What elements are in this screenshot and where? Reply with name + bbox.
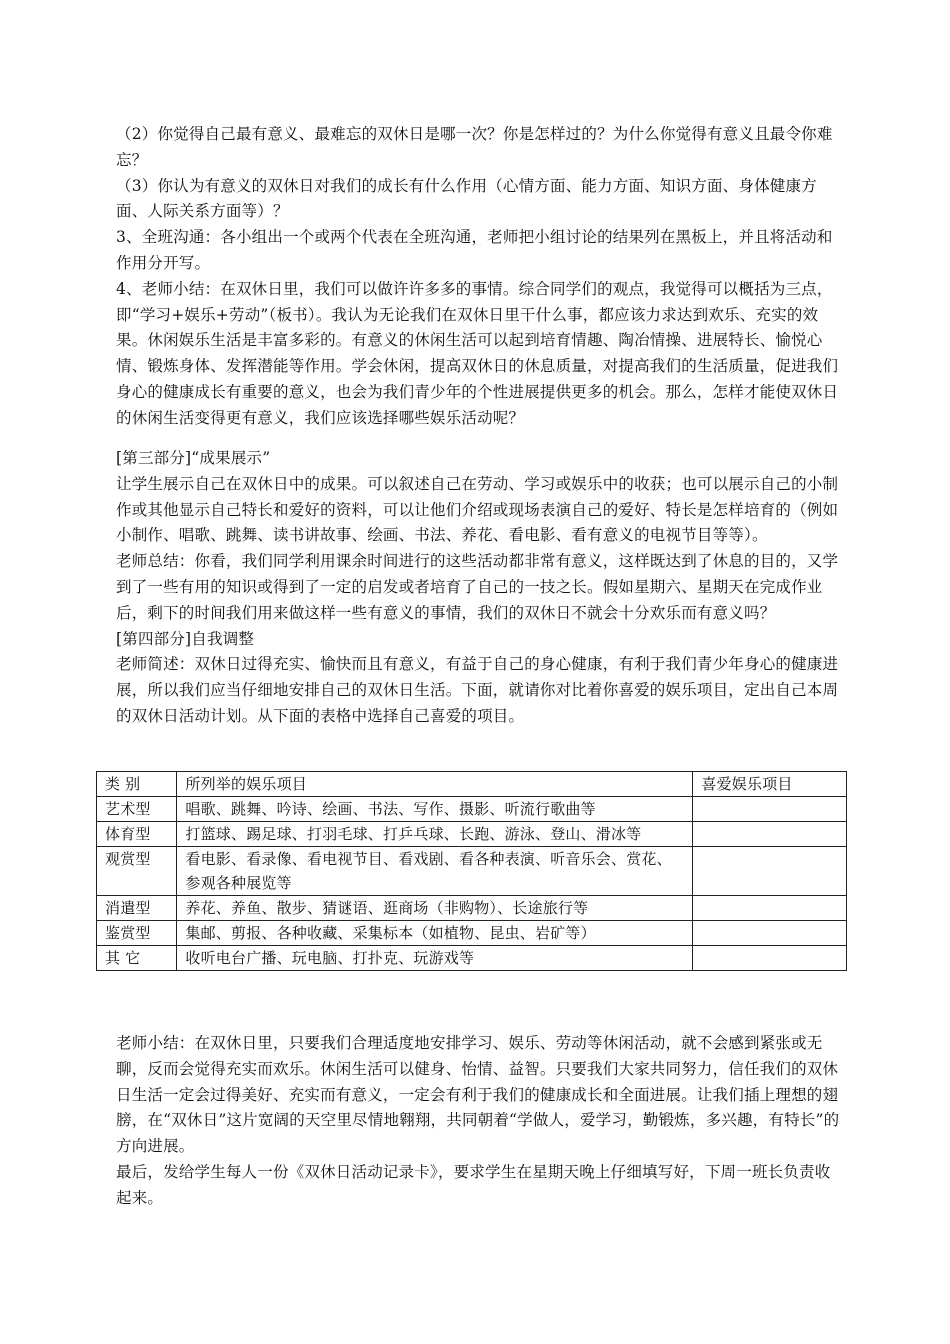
- teacher-final-summary: 老师小结：在双休日里，只要我们合理适度地安排学习、娱乐、劳动等休闲活动，就不会感到紧张或无聊，反而会觉得充实而欢乐。休闲生活可以健身、怡情、益智。只要我们大家共同努力，信任我们的双休日生活一定会过得美好、充实而有意义，一定会有利于我们的健康成长和全面进展。让我们插上理想的翅膀，在“双休日”这片宽阔的天空里尽情地翱翔，共同朝着“学做人，爱学习，勤锻炼，多兴趣，有特长”的方向进展。: [116, 1034, 840, 1156]
- row-items: 唱歌、跳舞、吟诗、绘画、书法、写作、摄影、听流行歌曲等: [177, 797, 693, 822]
- row-category: 鉴赏型: [97, 921, 177, 946]
- record-card-instruction: 最后，发给学生每人一份《双休日活动记录卡》，要求学生在星期天晚上仔细填写好，下周一班长负责收起来。: [116, 1162, 831, 1207]
- part-four-heading: [第四部分]自我调整: [116, 629, 255, 648]
- row-favorite: [693, 946, 847, 971]
- row-category: 艺术型: [97, 797, 177, 822]
- row-favorite: [693, 797, 847, 822]
- header-category: 类 别: [97, 772, 177, 797]
- table-header-row: [97, 772, 847, 797]
- row-favorite: [693, 921, 847, 946]
- table-row: [97, 946, 847, 971]
- row-items: 集邮、剪报、各种收藏、采集标本（如植物、昆虫、岩矿等）: [177, 921, 693, 946]
- table-row: [97, 921, 847, 946]
- teacher-summary-paragraph: 4、老师小结：在双休日里，我们可以做许许多多的事情。综合同学们的观点，我觉得可以概括为三点，即“学习+娱乐+劳动”（板书）。我认为无论我们在双休日里干什么事，都应该力求达到欢乐、充实的效果。休闲娱乐生活是丰富多彩的。有意义的休闲生活可以起到培育情趣、陶冶情操、进展特长、愉悦心情、锻炼身体、发挥潜能等作用。学会休闲，提高双休日的休息质量，对提高我们的生活质量，促进我们身心的健康成长有重要的意义，也会为我们青少年的个性进展提供更多的机会。那么，怎样才能使双休日的休闲生活变得更有意义，我们应该选择哪些娱乐活动呢？: [116, 279, 839, 427]
- intro-section: [116, 122, 846, 432]
- row-items: 养花、养鱼、散步、猜谜语、逛商场（非购物）、长途旅行等: [177, 896, 693, 921]
- results-section: [116, 446, 846, 730]
- row-favorite: [693, 847, 847, 896]
- table-row: [97, 822, 847, 847]
- teacher-brief-paragraph: 老师简述：双休日过得充实、愉快而且有意义，有益于自己的身心健康，有利于我们青少年身心的健康进展，所以我们应当仔细地安排自己的双休日生活。下面，就请你对比着你喜爱的娱乐项目，定出自己本周的双休日活动计划。从下面的表格中选择自己喜爱的项目。: [116, 655, 839, 725]
- results-paragraph: 让学生展示自己在双休日中的成果。可以叙述自己在劳动、学习或娱乐中的收获；也可以展示自己的小制作或其他显示自己特长和爱好的资料，可以让他们介绍或现场表演自己的爱好、特长是怎样培育的（例如小制作、唱歌、跳舞、读书讲故事、绘画、书法、养花、看电影、看有意义的电视节目等等）。: [116, 474, 839, 545]
- table-row: [97, 896, 847, 921]
- row-category: 消遣型: [97, 896, 177, 921]
- row-favorite: [693, 822, 847, 847]
- table-row: [97, 847, 847, 896]
- entertainment-table: [96, 771, 847, 971]
- closing-section: [116, 1031, 846, 1212]
- class-communication-paragraph: 3、全班沟通：各小组出一个或两个代表在全班沟通，老师把小组讨论的结果列在黑板上，并且将活动和作用分开写。: [116, 228, 833, 272]
- question-3: （3）你认为有意义的双休日对我们的成长有什么作用（心情方面、能力方面、知识方面、身体健康方面、人际关系方面等）？: [116, 176, 817, 221]
- header-items: 所列举的娱乐项目: [177, 772, 693, 797]
- row-items: 打篮球、踢足球、打羽毛球、打乒乓球、长跑、游泳、登山、滑冰等: [177, 822, 693, 847]
- row-category: 其 它: [97, 946, 177, 971]
- teacher-conclusion-paragraph: 老师总结：你看，我们同学利用课余时间进行的这些活动都非常有意义，这样既达到了休息的目的，又学到了一些有用的知识或得到了一定的启发或者培育了自己的一技之长。假如星期六、星期天在完成作业后，剩下的时间我们用来做这样一些有意义的事情，我们的双休日不就会十分欢乐而有意义吗？: [116, 552, 839, 622]
- row-category: 体育型: [97, 822, 177, 847]
- header-favorite: 喜爱娱乐项目: [693, 772, 847, 797]
- table-row: [97, 797, 847, 822]
- part-three-heading: [第三部分]“成果展示”: [116, 449, 271, 467]
- row-favorite: [693, 896, 847, 921]
- row-items: 看电影、看录像、看电视节目、看戏剧、看各种表演、听音乐会、赏花、参观各种展览等: [177, 847, 693, 896]
- question-2: （2）你觉得自己最有意义、最难忘的双休日是哪一次？你是怎样过的？为什么你觉得有意义且最令你难忘？: [116, 125, 833, 169]
- row-category: 观赏型: [97, 847, 177, 896]
- row-items: 收听电台广播、玩电脑、打扑克、玩游戏等: [177, 946, 693, 971]
